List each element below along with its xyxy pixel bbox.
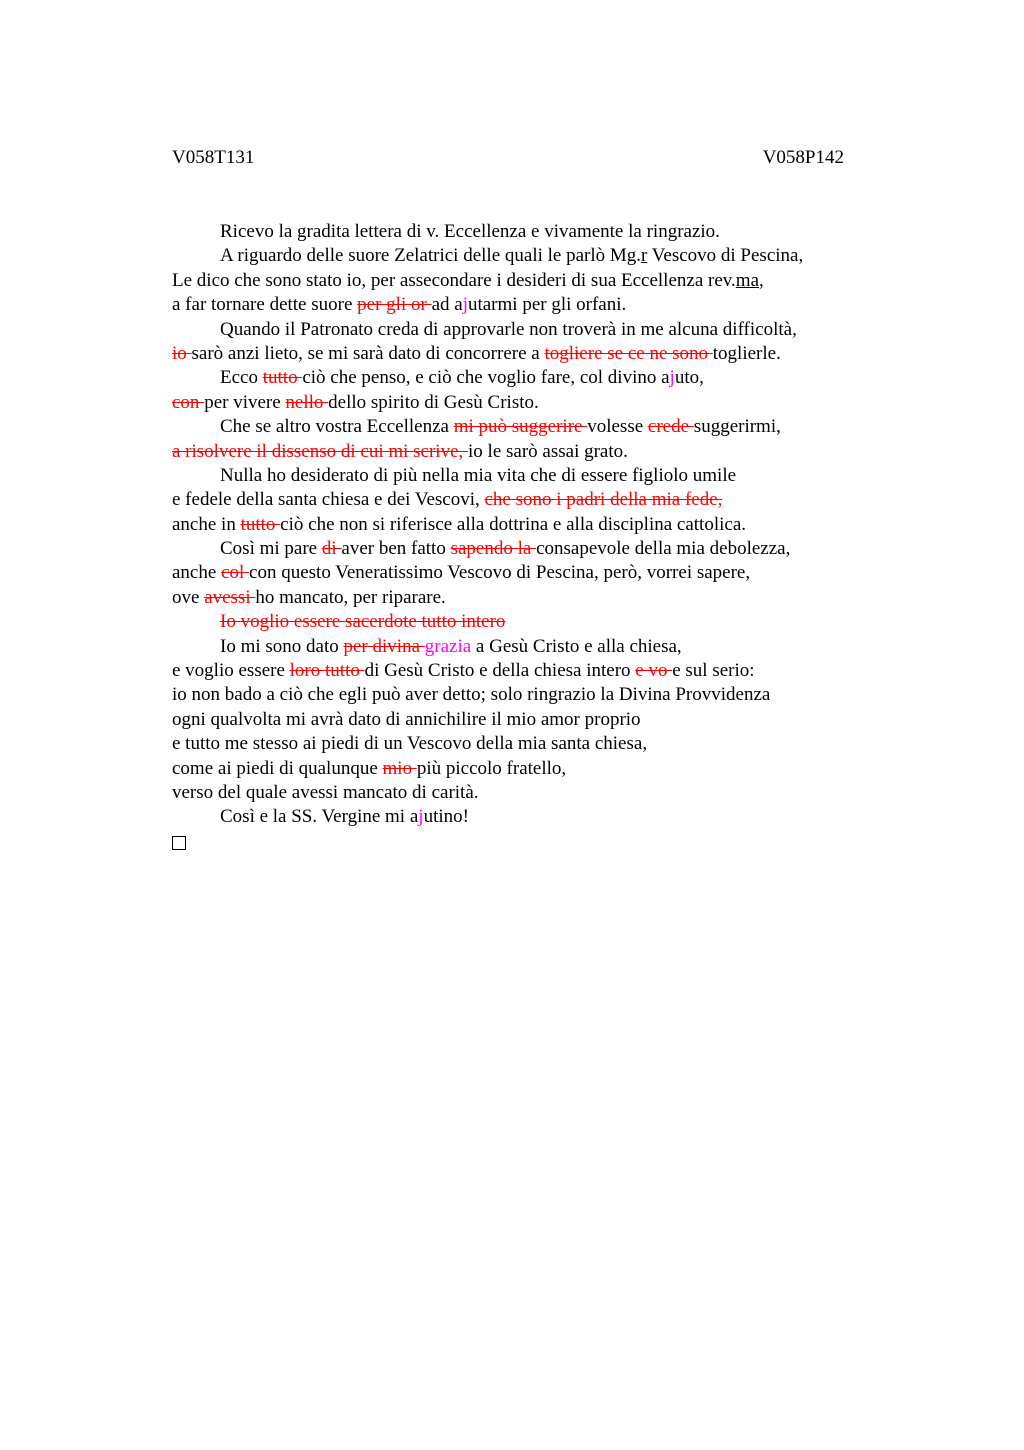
deleted-text: mi può suggerire	[453, 416, 588, 438]
text-segment: Io mi sono dato	[220, 635, 344, 657]
letter-body	[172, 220, 872, 854]
text-segment: io le sarò assai grato.	[468, 440, 628, 462]
deleted-text: nello	[285, 391, 329, 413]
deleted-text: che sono i padri della mia fede,	[484, 489, 723, 511]
text-segment: dello spirito di Gesù Cristo.	[328, 391, 539, 413]
text-line	[172, 342, 872, 366]
text-segment: volesse	[587, 416, 648, 438]
text-segment: Ecco	[220, 367, 263, 389]
text-line	[172, 537, 872, 561]
text-segment: a Gesù Cristo e alla chiesa,	[471, 635, 682, 657]
text-segment: consapevole della mia debolezza,	[536, 538, 791, 560]
deleted-text: avessi	[204, 586, 256, 608]
text-line	[172, 415, 872, 439]
text-segment: Così e la SS. Vergine mi a	[220, 806, 419, 828]
text-segment: a far tornare dette suore	[172, 294, 358, 316]
text-segment: A riguardo delle suore Zelatrici delle quali le parlò Mg.	[220, 245, 642, 267]
deleted-text: con	[172, 391, 205, 413]
text-segment: sarò anzi lieto, se mi sarà dato di concorrere a	[191, 342, 545, 364]
text-segment: per vivere	[204, 391, 286, 413]
text-segment: e voglio essere	[172, 660, 290, 682]
text-segment: con questo Veneratissimo Vescovo di Pescina, però, vorrei sapere,	[249, 562, 751, 584]
text-line	[172, 440, 872, 464]
text-segment: utino!	[423, 806, 469, 828]
text-segment: e fedele della santa chiesa e dei Vescovi,	[172, 489, 485, 511]
text-segment: Che se altro vostra Eccellenza	[220, 416, 454, 438]
text-segment: Così mi pare	[220, 538, 322, 560]
text-line	[172, 561, 872, 585]
text-segment: ,	[759, 269, 764, 291]
deleted-text: a risolvere il dissenso di cui mi scrive,	[172, 440, 469, 462]
deleted-text: crede	[647, 416, 694, 438]
text-segment: di Gesù Cristo e della chiesa intero	[364, 660, 636, 682]
text-segment: utarmi per gli orfani.	[467, 294, 627, 316]
deleted-text: tutto	[262, 367, 303, 389]
end-mark-line	[172, 830, 872, 854]
text-line	[172, 781, 872, 805]
deleted-text: io	[172, 342, 192, 364]
deleted-text: loro tutto	[289, 660, 365, 682]
text-segment: ho mancato, per riparare.	[255, 586, 446, 608]
text-segment: come ai piedi di qualunque	[172, 757, 383, 779]
text-line	[172, 488, 872, 512]
text-segment: e sul serio:	[672, 660, 755, 682]
text-segment: Vescovo di Pescina,	[647, 245, 804, 267]
text-segment: verso del quale avessi mancato di carità.	[172, 781, 479, 803]
text-segment: più piccolo fratello,	[416, 757, 567, 779]
text-line	[172, 732, 872, 756]
deleted-text: di	[321, 538, 342, 560]
text-segment: ove	[172, 586, 205, 608]
deleted-text: mio	[382, 757, 417, 779]
text-segment: anche	[172, 562, 222, 584]
deleted-text: e vo	[635, 660, 673, 682]
text-segment: Ricevo la gradita lettera di v. Eccellenza e vivamente la ringrazio.	[220, 221, 720, 242]
text-line	[172, 513, 872, 537]
text-segment: ogni qualvolta mi avrà dato di annichilire il mio amor proprio	[172, 708, 641, 730]
inserted-text: grazia	[424, 635, 472, 657]
text-line	[172, 635, 872, 659]
text-segment: suggerirmi,	[693, 416, 781, 438]
deleted-text: togliere se ce ne sono	[544, 342, 713, 364]
inserted-text: j	[669, 367, 675, 389]
text-segment: anche in	[172, 513, 241, 535]
text-segment: Nulla ho desiderato di più nella mia vita che di essere figliolo umile	[220, 464, 737, 486]
text-line	[172, 220, 872, 244]
header-right-code: V058P142	[762, 147, 844, 168]
text-line	[172, 805, 872, 829]
text-line	[172, 391, 872, 415]
text-line	[172, 318, 872, 342]
deleted-text: sapendo la	[450, 538, 537, 560]
text-line	[172, 659, 872, 683]
inserted-text: j	[418, 806, 424, 828]
text-line	[172, 366, 872, 390]
text-segment: Quando il Patronato creda di approvarle non troverà in me alcuna difficoltà,	[220, 318, 797, 340]
text-line	[172, 586, 872, 610]
text-line	[172, 269, 872, 293]
underlined-text: ma	[735, 269, 760, 291]
underlined-text: r	[641, 245, 648, 267]
text-line	[172, 464, 872, 488]
inserted-text: j	[462, 294, 468, 316]
text-line	[172, 244, 872, 268]
text-segment: ad a	[431, 294, 463, 316]
text-segment: toglierle.	[712, 342, 781, 364]
text-segment: ciò che penso, e ciò che voglio fare, col divino a	[302, 367, 670, 389]
text-segment: io non bado a ciò che egli può aver detto; solo ringrazio la Divina Provvidenza	[172, 684, 771, 706]
square-outline-icon	[172, 836, 186, 850]
text-line	[172, 293, 872, 317]
deleted-text: col	[221, 562, 250, 584]
text-line	[172, 708, 872, 732]
text-line	[172, 757, 872, 781]
deleted-text: per gli or	[357, 294, 432, 316]
deleted-text: Io voglio essere sacerdote tutto intero	[220, 611, 506, 633]
text-segment: e tutto me stesso ai piedi di un Vescovo della mia santa chiesa,	[172, 733, 648, 755]
text-line	[172, 610, 872, 634]
text-segment: aver ben fatto	[341, 538, 451, 560]
deleted-text: per divina	[343, 635, 425, 657]
header-left-code: V058T131	[172, 147, 255, 168]
text-line	[172, 683, 872, 707]
text-segment: ciò che non si riferisce alla dottrina e alla disciplina cattolica.	[280, 513, 747, 535]
text-segment: uto,	[674, 367, 704, 389]
deleted-text: tutto	[240, 513, 281, 535]
text-segment: Le dico che sono stato io, per assecondare i desideri di sua Eccellenza rev.	[172, 269, 736, 291]
